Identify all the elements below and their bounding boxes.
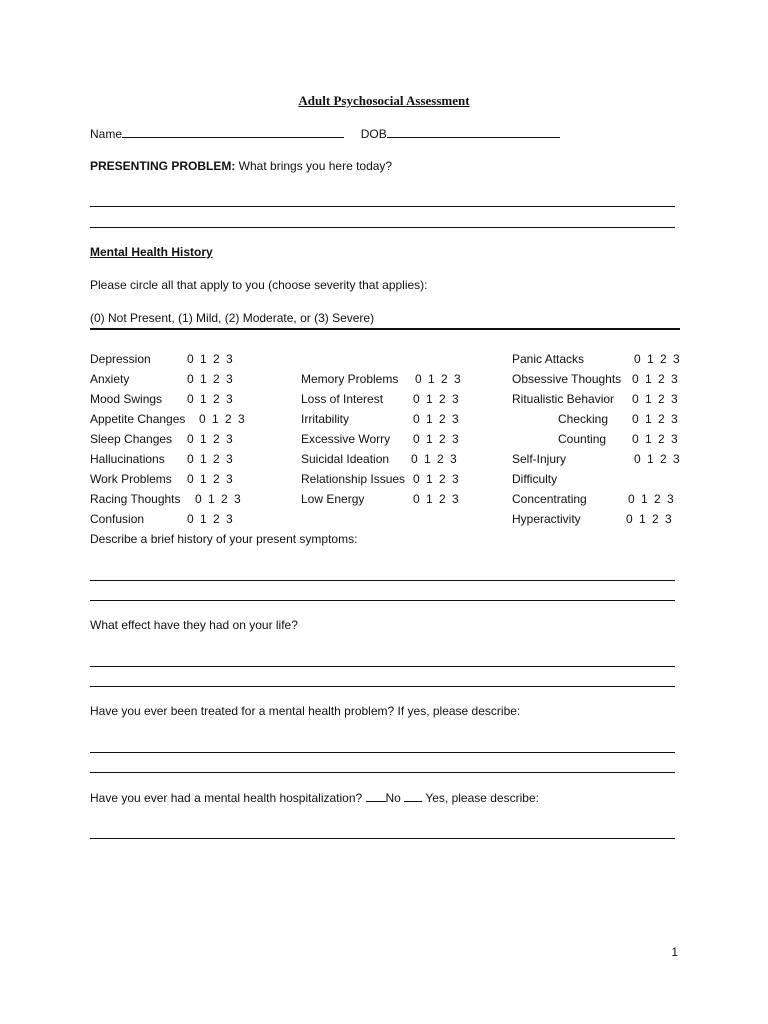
severity-score[interactable]: 0 1 2 3 [413, 472, 461, 486]
question-prior-treatment: Have you ever been treated for a mental health problem? If yes, please describe: [90, 704, 521, 718]
question-life-effect: What effect have they had on your life? [90, 618, 298, 632]
severity-score[interactable]: 0 1 2 3 [628, 492, 676, 506]
answer-line[interactable] [90, 206, 675, 207]
no-option-label: No [385, 791, 405, 805]
yes-option-label: Yes, please describe: [422, 791, 539, 805]
severity-score[interactable]: 0 1 2 3 [626, 512, 674, 526]
yes-checkbox-blank[interactable] [404, 790, 422, 802]
severity-score[interactable]: 0 1 2 3 [187, 512, 235, 526]
severity-score[interactable]: 0 1 2 3 [187, 432, 235, 446]
severity-score[interactable]: 0 1 2 3 [634, 452, 682, 466]
severity-scale-text: (0) Not Present, (1) Mild, (2) Moderate, or (3) Severe) [90, 311, 375, 325]
presenting-problem-prompt [90, 159, 392, 173]
dob-label: DOB [360, 127, 387, 141]
question-hospitalization [90, 790, 539, 805]
page-number: 1 [671, 945, 678, 959]
dob-field[interactable] [387, 126, 560, 138]
severity-score[interactable]: 0 1 2 3 [413, 492, 461, 506]
severity-score[interactable]: 0 1 2 3 [415, 372, 463, 386]
answer-line[interactable] [90, 772, 675, 773]
severity-score[interactable]: 0 1 2 3 [187, 472, 235, 486]
severity-score[interactable]: 0 1 2 3 [411, 452, 459, 466]
form-title: Adult Psychosocial Assessment [298, 93, 470, 108]
severity-score[interactable]: 0 1 2 3 [632, 412, 680, 426]
severity-score[interactable]: 0 1 2 3 [634, 352, 682, 366]
answer-line[interactable] [90, 752, 675, 753]
severity-score[interactable]: 0 1 2 3 [632, 392, 680, 406]
severity-score[interactable]: 0 1 2 3 [632, 432, 680, 446]
severity-score[interactable]: 0 1 2 3 [632, 372, 680, 386]
severity-score[interactable]: 0 1 2 3 [413, 392, 461, 406]
hospitalization-question-text: Have you ever had a mental health hospitalization? [90, 791, 366, 805]
answer-line[interactable] [90, 686, 675, 687]
presenting-problem-heading: PRESENTING PROBLEM: [90, 159, 236, 173]
severity-score[interactable]: 0 1 2 3 [199, 412, 247, 426]
answer-line[interactable] [90, 580, 675, 581]
answer-line[interactable] [90, 838, 675, 839]
severity-score[interactable]: 0 1 2 3 [187, 452, 235, 466]
severity-score[interactable]: 0 1 2 3 [413, 412, 461, 426]
section-heading-mental-health-history: Mental Health History [90, 245, 213, 259]
name-dob-row [90, 126, 560, 141]
name-label: Name [90, 127, 123, 141]
answer-line[interactable] [90, 600, 675, 601]
answer-line[interactable] [90, 227, 675, 228]
instructions-text: Please circle all that apply to you (choose severity that applies): [90, 278, 428, 292]
severity-score[interactable]: 0 1 2 3 [187, 392, 235, 406]
no-checkbox-blank[interactable] [366, 790, 386, 802]
severity-score[interactable]: 0 1 2 3 [187, 372, 235, 386]
presenting-problem-question: What brings you here today? [235, 159, 393, 173]
severity-score[interactable]: 0 1 2 3 [187, 352, 235, 366]
name-field[interactable] [122, 126, 344, 138]
answer-line[interactable] [90, 666, 675, 667]
severity-score[interactable]: 0 1 2 3 [413, 432, 461, 446]
section-divider [90, 328, 680, 330]
question-symptom-history: Describe a brief history of your present symptoms: [90, 532, 358, 546]
severity-score[interactable]: 0 1 2 3 [195, 492, 243, 506]
